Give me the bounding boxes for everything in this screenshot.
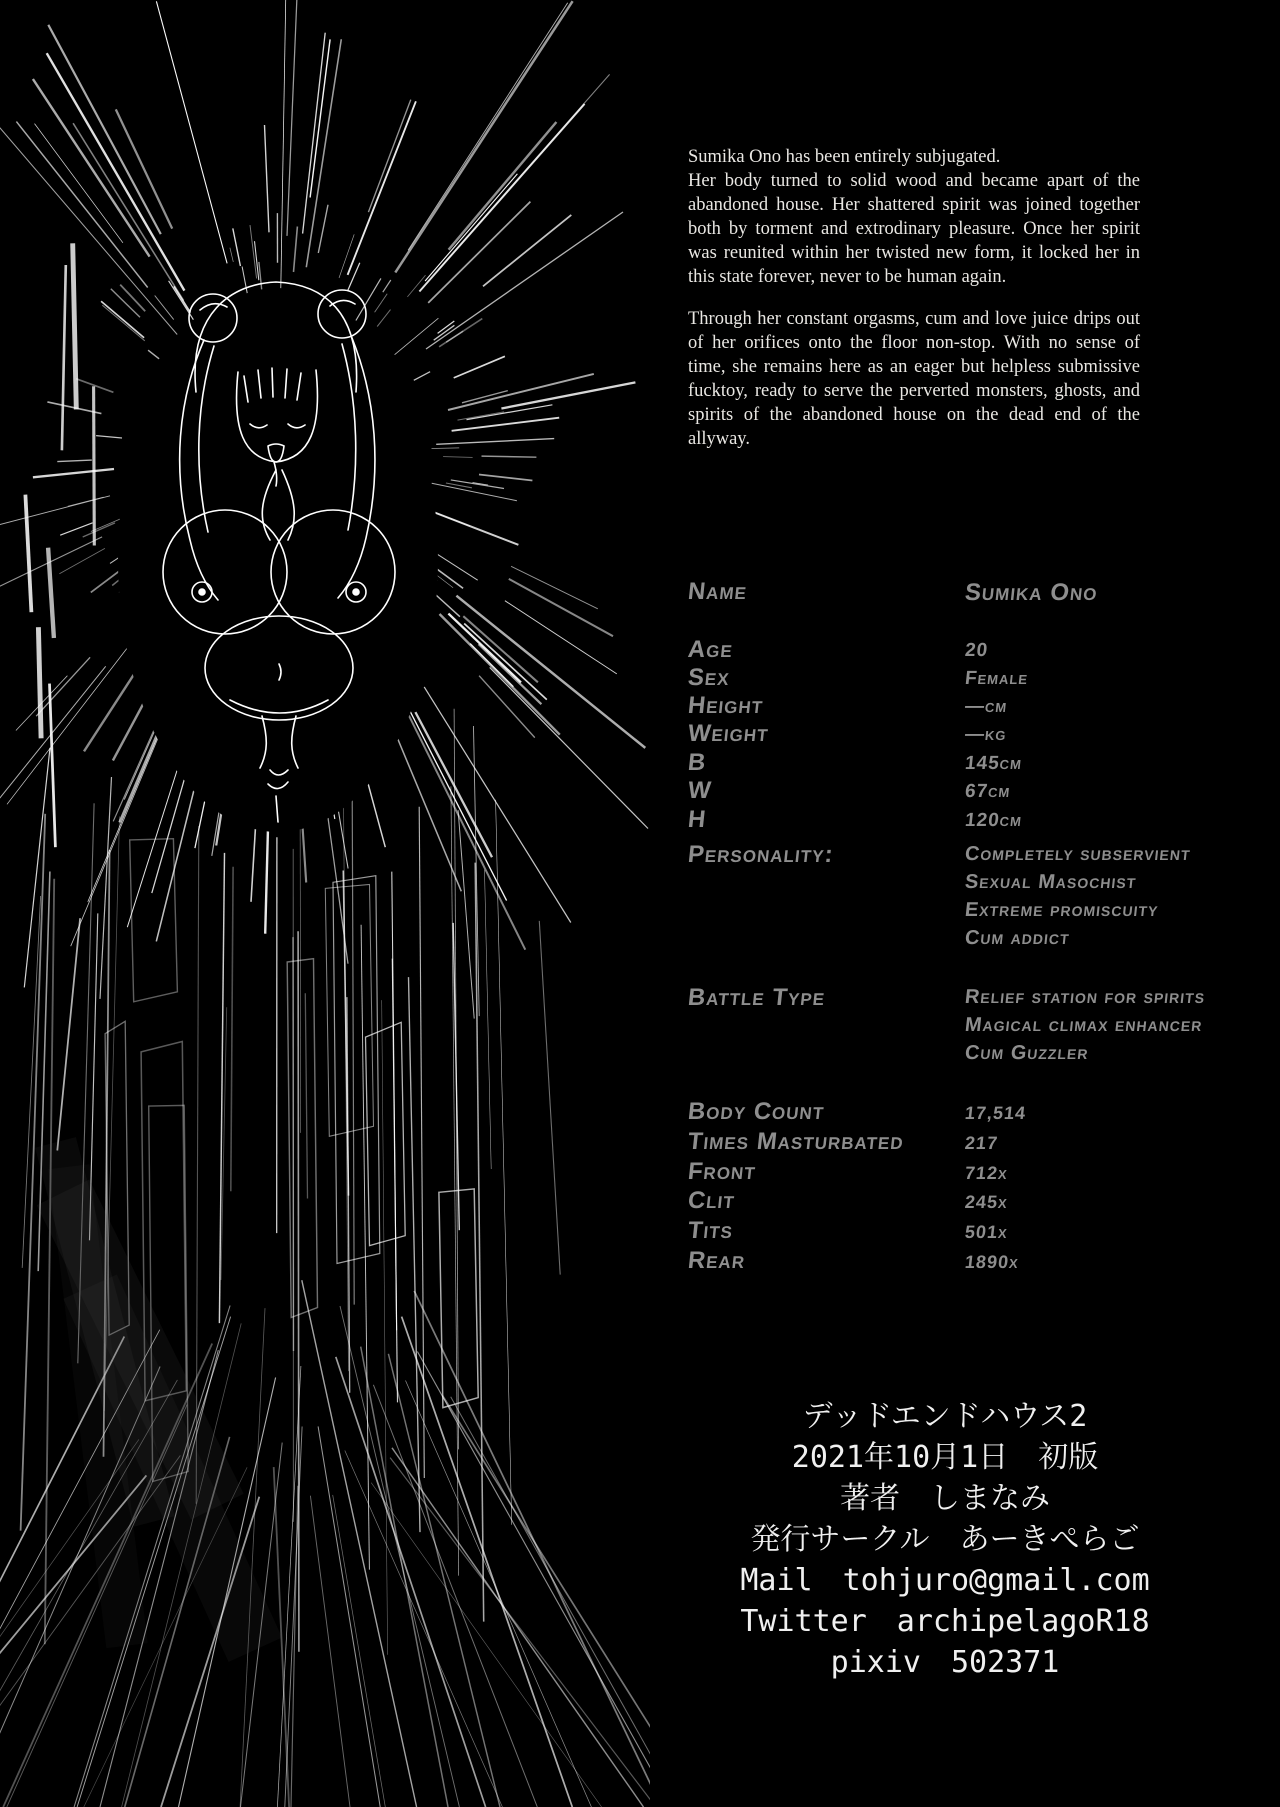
stat-label-personality: Personality: <box>686 841 836 868</box>
stat-value-hip: 120cm <box>963 810 1024 831</box>
stat-label-waist: W <box>686 777 714 804</box>
stat-value-weight: —kg <box>963 724 1008 745</box>
stat-value-age: 20 <box>963 640 990 661</box>
figure-line-art <box>118 282 438 832</box>
colophon-date-line: 2021年10月1日 初版 <box>791 1440 1099 1475</box>
stat-value-front: 712x <box>964 1163 1009 1183</box>
colophon-mail-line: Mail tohjuro@gmail.com <box>740 1563 1150 1598</box>
battle-type-value-2: Magical climax enhancer <box>963 1014 1204 1036</box>
stat-label-name: Name <box>686 578 749 605</box>
personality-value-1: Completely subservient <box>963 843 1192 865</box>
colophon-author-line: 著者 しまなみ <box>840 1481 1050 1516</box>
stat-label-sex: Sex <box>686 664 732 691</box>
battle-type-value-3: Cum Guzzler <box>963 1042 1090 1064</box>
stat-value-waist: 67cm <box>963 781 1012 802</box>
stat-label-times-masturbated: Times Masturbated <box>686 1128 906 1155</box>
stat-value-times-masturbated: 217 <box>964 1133 1000 1153</box>
stat-label-body-count: Body Count <box>686 1098 826 1125</box>
stat-label-age: Age <box>686 636 735 663</box>
stat-label-battle-type: Battle Type <box>686 984 827 1011</box>
stat-label-weight: Weight <box>686 720 771 747</box>
personality-value-2: Sexual Masochist <box>963 871 1138 893</box>
personality-value-4: Cum addict <box>963 927 1071 949</box>
stat-label-front: Front <box>686 1158 758 1185</box>
stat-value-body-count: 17,514 <box>964 1103 1028 1123</box>
stat-value-clit: 245x <box>964 1192 1009 1212</box>
stat-label-tits: Tits <box>686 1217 735 1244</box>
stat-label-rear: Rear <box>686 1247 747 1274</box>
colophon-twitter-line: Twitter archipelagoR18 <box>740 1604 1150 1639</box>
colophon <box>690 1396 1200 1683</box>
colophon-title-line: デッドエンドハウス2 <box>802 1399 1088 1434</box>
description-paragraph-1: Her body turned to solid wood and became apart of the abandoned house. Her shattered spirit was joined together both by torment and extrodinary pleasure. Once her spirit was reunited within her twisted new form, it locked her in this state forever, never to be human again. <box>688 171 1140 287</box>
stat-value-tits: 501x <box>964 1222 1009 1242</box>
colophon-pixiv-line: pixiv 502371 <box>830 1645 1060 1680</box>
description-block <box>688 145 1140 451</box>
description-paragraph-2: Through her constant orgasms, cum and love juice drips out of her orifices onto the floor non-stop. With no sense of time, she remains here as an eager but helpless submissive fucktoy, ready to serve the perverted monsters, ghosts, and spirits of the abandoned house on the dead end of the allyway. <box>688 309 1140 449</box>
stat-value-sex: Female <box>963 668 1030 689</box>
stat-label-hip: H <box>686 806 708 833</box>
colophon-circle-line: 発行サークル あーきぺらご <box>750 1522 1140 1557</box>
description-intro-line: Sumika Ono has been entirely subjugated. <box>688 147 1001 167</box>
personality-value-3: Extreme promiscuity <box>963 899 1160 921</box>
stat-value-bust: 145cm <box>963 753 1024 774</box>
stat-value-height: —cm <box>963 696 1009 717</box>
stat-label-height: Height <box>686 692 765 719</box>
stat-value-rear: 1890x <box>964 1252 1020 1272</box>
stat-value-name: Sumika Ono <box>963 579 1100 606</box>
stat-label-bust: B <box>686 749 708 776</box>
stat-label-clit: Clit <box>686 1187 737 1214</box>
battle-type-value-1: Relief station for spirits <box>963 986 1207 1008</box>
